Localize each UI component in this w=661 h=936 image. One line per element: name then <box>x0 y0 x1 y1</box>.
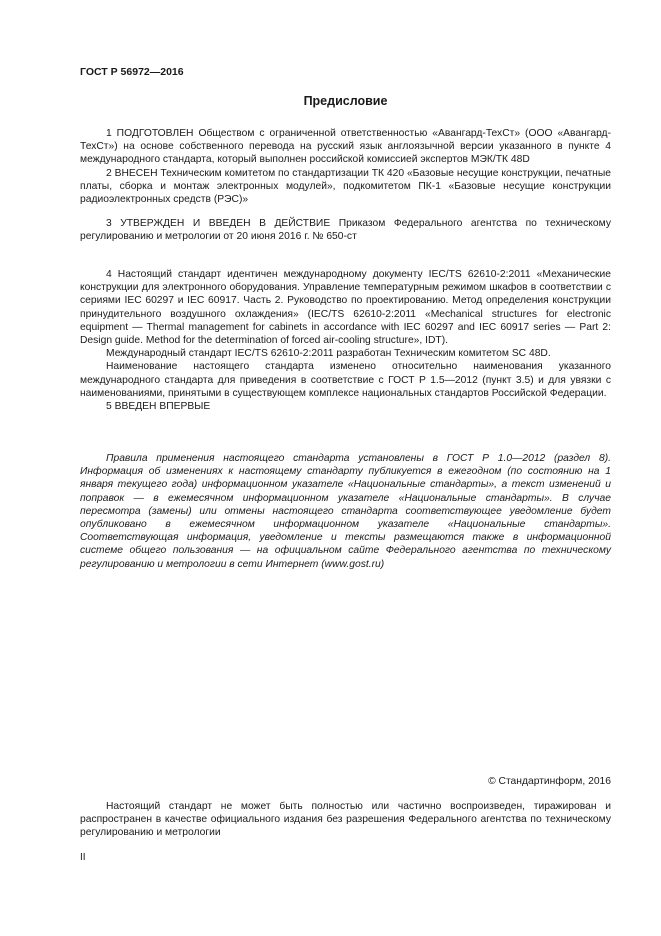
preface-section-5 <box>80 400 611 413</box>
paragraph-approved: 3 УТВЕРЖДЕН И ВВЕДЕН В ДЕЙСТВИЕ Приказом Федерального агентства по техническому регулированию и метрологии от 20 июня 2016 г. № 650-ст <box>80 218 611 243</box>
preface-section-1-2 <box>80 127 611 206</box>
paragraph-introduced-first: 5 ВВЕДЕН ВПЕРВЫЕ <box>106 401 211 412</box>
page-title: Предисловие <box>303 94 388 108</box>
document-id: ГОСТ Р 56972—2016 <box>80 66 184 78</box>
page-number: II <box>80 852 86 863</box>
legal-text: Настоящий стандарт не может быть полностью или частично воспроизведен, тиражирован и распространен в качестве официального издания без разрешения Федерального агентства по техническому регулированию и метрологии <box>80 801 611 839</box>
notice-text: Правила применения настоящего стандарта установлены в ГОСТ Р 1.0—2012 (раздел 8). Информация об изменениях к настоящему стандарту публикуется в ежегодном (по состоянию на 1 января текущего года) информационном указателе «Национальные стандарты», а текст изменений и поправок — в ежемесячном информационном указателе «Национальные стандарты». В случае пересмотра (замены) или отмены настоящего стандарта соответствующее уведомление будет опубликовано в ежемесячном информационном указателе «Национальные стандарты». Соответствующая информация, уведомление и тексты размещаются также в информационной системе общего пользования — на официальном сайте Федерального агентства по техническому регулированию и метрологии в сети Интернет (www.gost.ru) <box>80 453 611 570</box>
paragraph-submitted-by: 2 ВНЕСЕН Техническим комитетом по стандартизации ТК 420 «Базовые несущие конструкции, печатные платы, сборка и монтаж электронных модулей», подкомитетом ПК-1 «Базовые несущие конструкции радиоэлектронных средств (РЭС)» <box>80 167 611 206</box>
preface-section-3 <box>80 217 611 243</box>
preface-section-4 <box>80 268 611 400</box>
paragraph-prepared-by: 1 ПОДГОТОВЛЕН Обществом с ограниченной ответственностью «Авангард-ТехСт» (ООО «Авангард-ТехСт») на основе собственного перевода на русский язык англоязычной версии указанного в пункте 4 международного стандарта, который выполнен российской комиссией экспертов МЭК/ТК 48D <box>80 128 611 166</box>
paragraph-identical-to: 4 Настоящий стандарт идентичен международному документу IEC/TS 62610-2:2011 «Механические конструкции для электронного оборудования. Управление температурным режимом шкафов в соответствии с сериями IEC 60297 и IEC 60917. Часть 2. Руководство по проектированию. Метод определения конструкции принудительного воздушного охлаждения» (IEC/TS 62610-2:2011 «Mechanical structures for electronic equipment — Thermal management for cabinets in accordance with IEC 60297 and IEC 60917 series — Part 2: Design guide. Method for the determination of forced air-cooling structure», IDT). <box>80 269 611 347</box>
paragraph-name-changed: Наименование настоящего стандарта изменено относительно наименования указанного международного стандарта для приведения в соответствие с ГОСТ Р 1.5—2012 (пункт 3.5) и для увязки с наименованиями, принятыми в существующем комплексе национальных стандартов Российской Федерации. <box>80 361 611 399</box>
paragraph-developed-by: Международный стандарт IEC/TS 62610-2:2011 разработан Техническим комитетом SC 48D. <box>106 348 551 360</box>
copyright-line: © Стандартинформ, 2016 <box>488 776 611 787</box>
legal-notice <box>80 800 611 840</box>
usage-notice <box>80 452 611 571</box>
